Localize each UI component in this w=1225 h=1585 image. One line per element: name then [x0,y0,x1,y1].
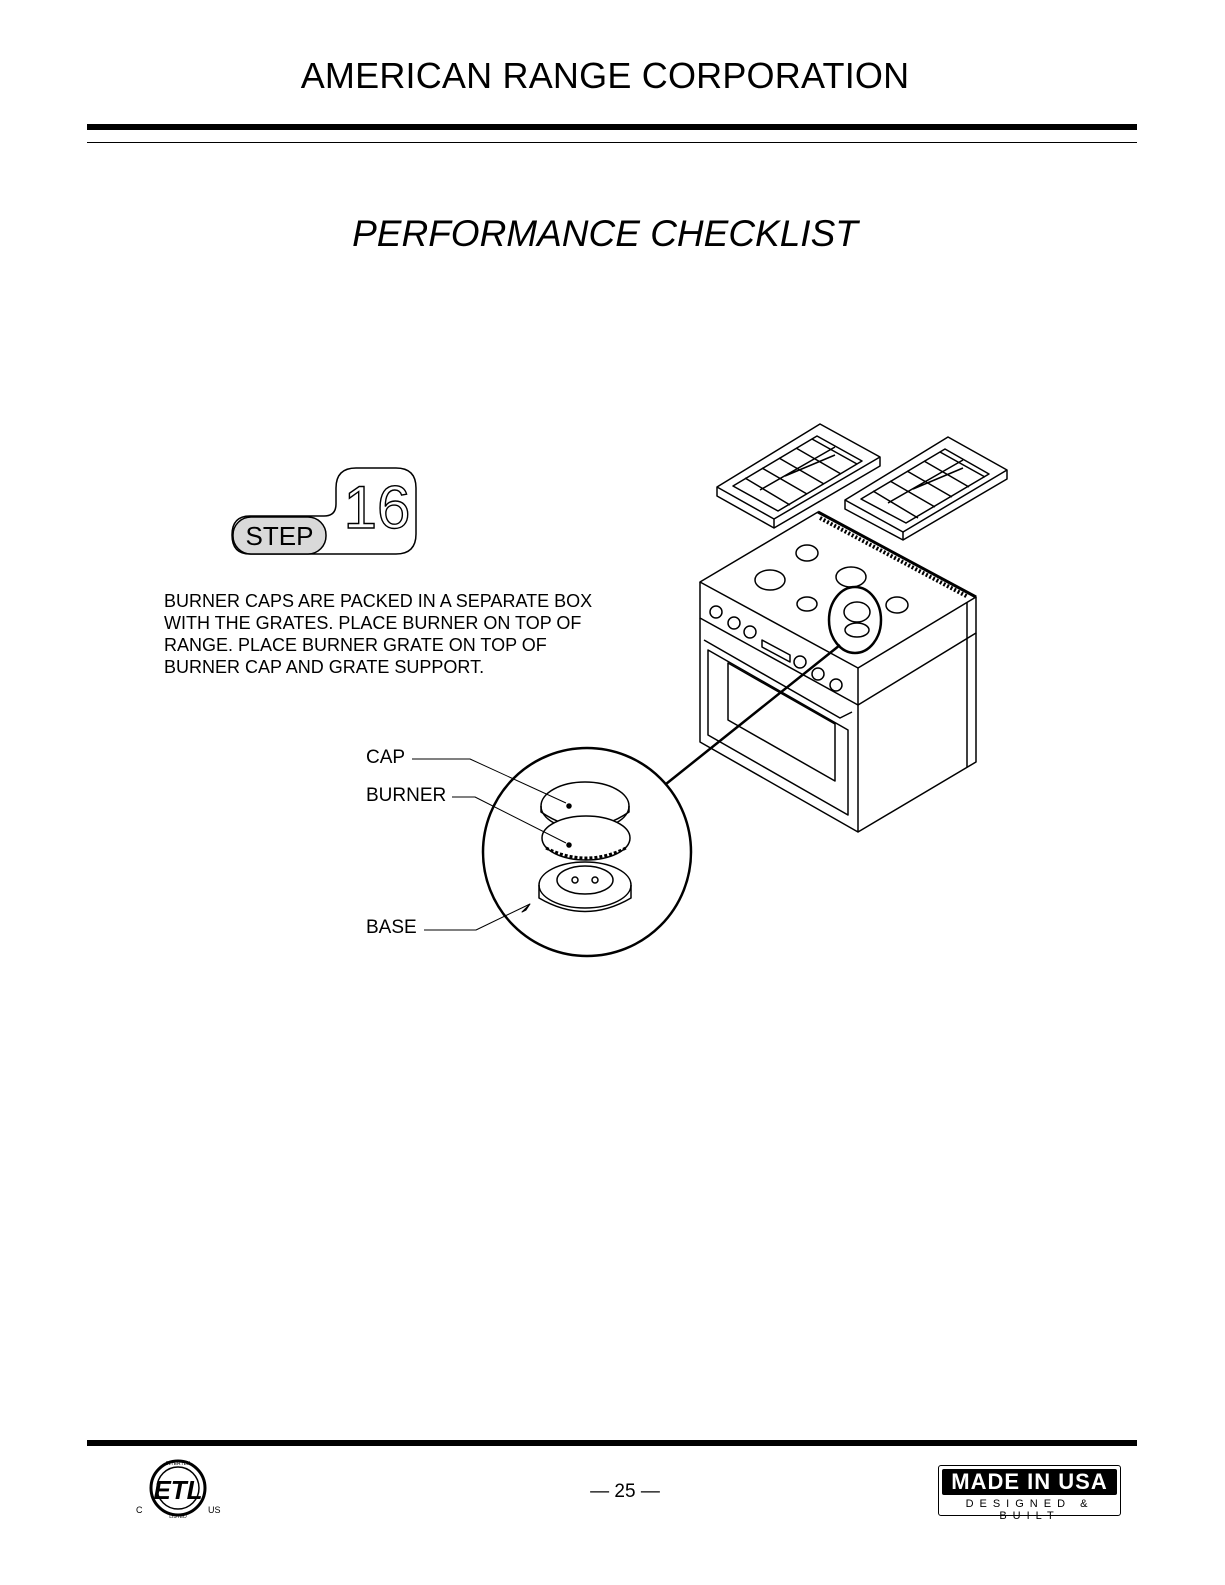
step-label: STEP [245,521,314,551]
etl-bottom-text: LISTED [169,1514,187,1520]
etl-listed-logo [132,1455,228,1525]
page-number: — 25 — [590,1481,660,1502]
instruction-line: BURNER CAPS ARE PACKED IN A SEPARATE BOX [164,591,593,611]
instruction-line: RANGE. PLACE BURNER GRATE ON TOP OF [164,635,547,655]
company-header: AMERICAN RANGE CORPORATION [300,55,910,96]
page-title: PERFORMANCE CHECKLIST [352,213,858,254]
step-number: 16 [343,474,411,541]
instruction-line: BURNER CAP AND GRATE SUPPORT. [164,657,485,677]
etl-us: US [208,1505,221,1515]
label-burner: BURNER [366,785,447,806]
etl-c: C [136,1505,143,1515]
label-base: BASE [366,917,417,938]
etl-mark: ETL [153,1475,203,1505]
range-body [700,512,976,832]
designed-built-text: DESIGNED & BUILT [965,1498,1094,1522]
etl-top-text: INTERTEK [165,1461,191,1467]
instruction-line: WITH THE GRATES. PLACE BURNER ON TOP OF [164,613,582,633]
made-in-usa-text: MADE IN USA [942,1469,1117,1495]
label-cap: CAP [366,747,406,768]
footer-rule [87,1440,1137,1446]
